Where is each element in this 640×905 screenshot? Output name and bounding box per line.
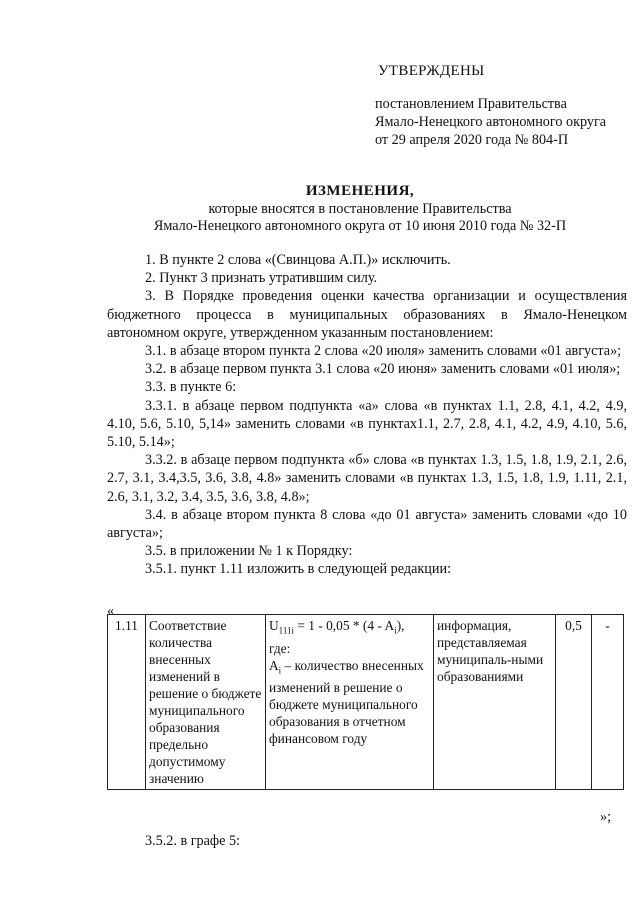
title-line: Ямало-Ненецкого автономного округа от 10 июня 2010 года № 32-П xyxy=(153,218,567,234)
paragraph: 3.2. в абзаце первом пункта 3.1 слова «20 июня» заменить словами «01 июля»; xyxy=(145,361,621,378)
weight-cell: 0,5 xyxy=(556,615,592,790)
decree-line: от 29 апреля 2020 года № 804-П xyxy=(375,132,569,148)
indicator-table xyxy=(107,614,624,790)
last-cell: - xyxy=(592,615,624,790)
decree-line: Ямало-Ненецкого автономного округа xyxy=(375,114,607,130)
formula-expression: = 1 - 0,05 * (4 - A xyxy=(294,618,395,633)
paragraph: 3.5.1. пункт 1.11 изложить в следующей редакции: xyxy=(145,561,452,578)
decree-reference xyxy=(375,95,637,149)
formula-variable: A xyxy=(269,657,279,673)
formula-end: ), xyxy=(396,618,405,633)
formula-subscript: i xyxy=(278,665,282,676)
document-title xyxy=(90,183,630,236)
paragraph: 3.3.2. в абзаце первом подпункта «б» слова «в пунктах 1.3, 1.5, 1.8, 1.9, 2.1, 2.6, 2.7, 3.1, 3.4,3.5, 3.6, 3.8, 4.8» заменить словами «в пунктах 1.3, 1.5, 1.8, 1.9, 1.11, 2.1, 2.6, 3.1, 3.2, 3.4, 3.5, 3.6, 3.8, 4.8»; xyxy=(107,452,627,505)
title-heading: ИЗМЕНЕНИЯ, xyxy=(305,183,415,199)
item-number-cell: 1.11 xyxy=(108,615,146,790)
document-body xyxy=(107,251,627,579)
paragraph: 3.3.1. в абзаце первом подпункта «а» слова «в пунктах 1.1, 2.8, 4.1, 4.2, 4.9, 4.10, 5.6, 5.10, 5,14» заменить словами «в пунктах1.1, 2.7, 2.8, 4.1, 4.2, 4.9, 4.10, 5.6, 5.10, 5.14»; xyxy=(107,397,627,451)
indicator-name-cell: Соответствие количества внесенных изменений в решение о бюджете муниципального образования предельно допустимому значению xyxy=(146,615,266,790)
quote-close-mark: »; xyxy=(600,809,612,825)
quote-open-mark: « xyxy=(107,603,115,619)
decree-line: постановлением Правительства xyxy=(375,96,567,112)
formula-subscript: i xyxy=(394,625,397,636)
source-cell: информация, представляемая муниципаль-ными образованиями xyxy=(434,615,556,790)
paragraph: 2. Пункт 3 признать утратившим силу. xyxy=(145,270,378,287)
paragraph: 3.1. в абзаце втором пункта 2 слова «20 июля» заменить словами «01 августа»; xyxy=(145,343,622,360)
formula-where: где: xyxy=(269,640,291,656)
approved-stamp: УТВЕРЖДЕНЫ xyxy=(378,63,485,79)
paragraph: 3.5. в приложении № 1 к Порядку: xyxy=(145,543,353,560)
formula-subscript: 111i xyxy=(278,625,295,636)
paragraph: 3. В Порядке проведения оценки качества организации и осуществления бюджетного процесса в муниципальных образованиях в Ямало-Ненецком автономном округе, утвержденном указанным постановлением: xyxy=(107,288,627,341)
paragraph: 1. В пункте 2 слова «(Свинцова А.П.)» исключить. xyxy=(145,252,451,268)
paragraph: 3.5.2. в графе 5: xyxy=(145,833,240,849)
formula-description: – количество внесенных изменений в решение о бюджете муниципального образования в отчетном финансовом году xyxy=(269,657,424,747)
table-row xyxy=(108,615,624,790)
title-line: которые вносятся в постановление Правительства xyxy=(208,200,512,217)
paragraph: 3.4. в абзаце втором пункта 8 слова «до 01 августа» заменить словами «до 10 августа»; xyxy=(107,506,627,542)
formula-cell xyxy=(266,615,434,790)
formula-symbol: U xyxy=(269,618,279,633)
paragraph: 3.3. в пункте 6: xyxy=(145,379,237,396)
